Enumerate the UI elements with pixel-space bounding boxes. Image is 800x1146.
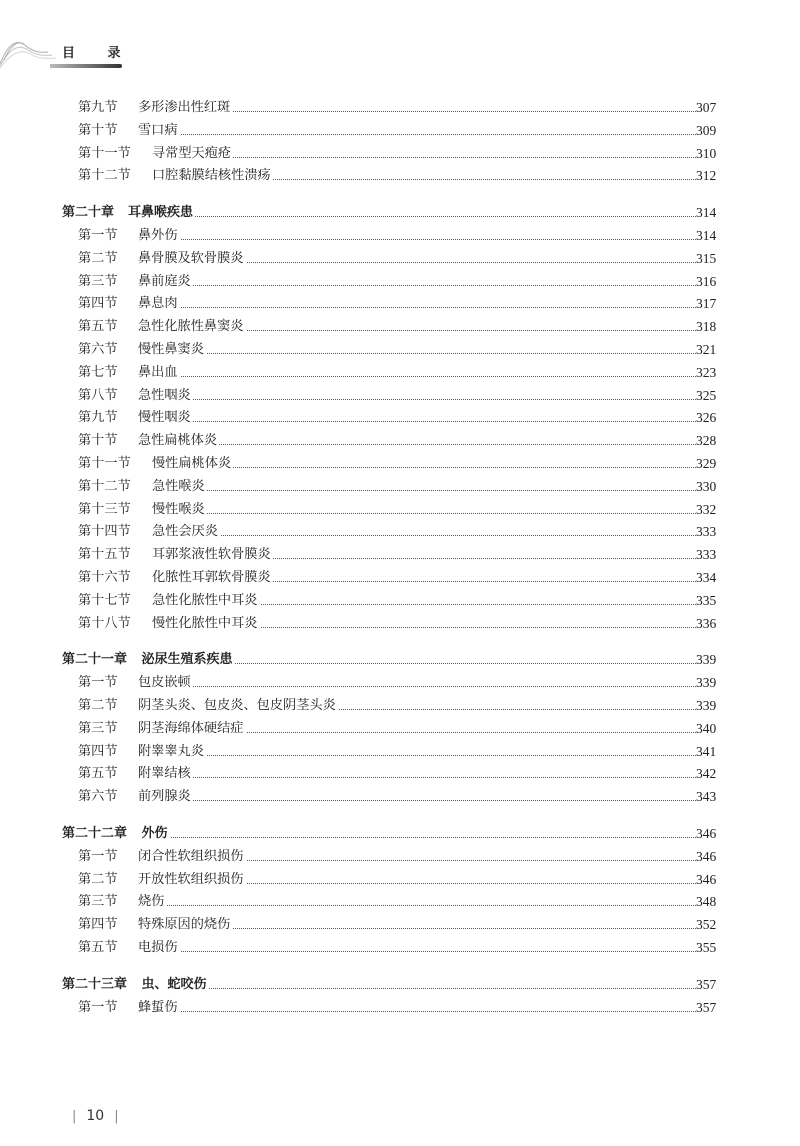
toc-section-entry[interactable] — [0, 386, 800, 406]
toc-entry-number: 第六节 — [78, 789, 118, 805]
page-number: 10 — [86, 1108, 105, 1124]
toc-leader-dots — [138, 1011, 696, 1012]
toc-entry-number: 第四节 — [78, 917, 118, 933]
toc-entry-title: 急性咽炎 — [138, 386, 193, 406]
toc-entry-page: 333 — [696, 547, 717, 563]
toc-section-entry[interactable] — [0, 591, 800, 611]
toc-entry-title: 口腔黏膜结核性溃疡 — [152, 166, 273, 186]
toc-entry-title: 泌尿生殖系疾患 — [142, 650, 235, 670]
toc-leader-dots — [152, 467, 696, 468]
toc-chapter-entry[interactable] — [0, 824, 800, 844]
toc-leader-dots — [152, 513, 696, 514]
toc-entry-title: 电损伤 — [138, 938, 180, 958]
toc-leader-dots — [128, 216, 696, 217]
toc-entry-number: 第十一节 — [78, 145, 131, 161]
toc-entry-title: 鼻出血 — [138, 363, 180, 383]
toc-entry-number: 第十五节 — [78, 547, 131, 563]
toc-section-entry[interactable] — [0, 144, 800, 164]
toc-entry-page: 339 — [696, 652, 717, 668]
toc-entry-title: 慢性喉炎 — [152, 500, 207, 520]
toc-leader-dots — [138, 239, 696, 240]
toc-entry-number: 第十三节 — [78, 501, 131, 517]
toc-entry-number: 第十二节 — [78, 478, 131, 494]
toc-leader-dots — [142, 837, 697, 838]
toc-entry-title: 特殊原因的烧伤 — [138, 915, 232, 935]
toc-leader-dots — [138, 134, 696, 135]
toc-entry-title: 鼻骨膜及软骨膜炎 — [138, 249, 246, 269]
toc-entry-number: 第二节 — [78, 698, 118, 713]
toc-section-entry[interactable] — [0, 938, 800, 958]
toc-section-entry[interactable] — [0, 742, 800, 762]
toc-entry-title: 鼻外伤 — [138, 226, 180, 246]
toc-entry-title: 阴茎头炎、包皮炎、包皮阴茎头炎 — [138, 696, 338, 716]
toc-entry-number: 第五节 — [78, 319, 118, 335]
page-footer — [62, 1108, 129, 1124]
page-title: 目 录 — [62, 46, 135, 61]
toc-entry-page: 343 — [696, 789, 717, 805]
toc-chapter-entry[interactable] — [0, 650, 800, 670]
toc-entry-number: 第十节 — [78, 122, 118, 138]
toc-entry-title: 耳鼻喉疾患 — [128, 203, 195, 223]
toc-entry-page: 336 — [696, 615, 717, 631]
toc-section-entry[interactable] — [0, 166, 800, 186]
toc-entry-number: 第二节 — [78, 871, 118, 887]
toc-section-entry[interactable] — [0, 870, 800, 890]
toc-leader-dots — [138, 353, 696, 354]
toc-entry-page: 323 — [696, 364, 717, 380]
toc-entry-number: 第十二节 — [78, 168, 131, 184]
toc-section-entry[interactable] — [0, 998, 800, 1018]
toc-entry-page: 316 — [696, 273, 717, 289]
toc-section-entry[interactable] — [0, 500, 800, 520]
toc-entry-title: 急性扁桃体炎 — [138, 431, 219, 451]
toc-entry-page: 342 — [696, 766, 717, 782]
toc-section-entry[interactable] — [0, 408, 800, 428]
toc-section-entry[interactable] — [0, 317, 800, 337]
toc-entry-number: 第七节 — [78, 364, 118, 380]
toc-entry-page: 328 — [696, 433, 717, 449]
toc-leader-dots — [138, 376, 696, 377]
toc-entry-page: 321 — [696, 342, 717, 357]
toc-section-entry[interactable] — [0, 787, 800, 807]
toc-leader-dots — [138, 686, 696, 687]
toc-section-entry[interactable] — [0, 272, 800, 292]
toc-entry-page: 340 — [696, 720, 717, 736]
toc-section-entry[interactable] — [0, 121, 800, 141]
toc-entry-page: 315 — [696, 250, 717, 266]
toc-entry-title: 多形渗出性红斑 — [138, 98, 232, 118]
toc-entry-title: 附睾睾丸炎 — [138, 742, 206, 762]
toc-entry-title: 化脓性耳郭软骨膜炎 — [152, 568, 273, 588]
toc-entry-page: 332 — [696, 501, 717, 517]
toc-leader-dots — [152, 490, 696, 491]
toc-entry-page: 318 — [696, 319, 717, 335]
toc-entry-number: 第十七节 — [78, 592, 131, 608]
toc-entry-title: 急性化脓性中耳炎 — [152, 591, 260, 611]
toc-entry-number: 第十节 — [78, 433, 118, 449]
toc-entry-number: 第一节 — [78, 848, 118, 864]
toc-entry-page: 330 — [696, 478, 717, 494]
toc-entry-number: 第五节 — [78, 940, 118, 955]
toc-entry-number: 第二十三章 — [62, 976, 128, 992]
toc-chapter-entry[interactable] — [0, 975, 800, 995]
toc-section-entry[interactable] — [0, 614, 800, 634]
toc-entry-title: 慢性鼻窦炎 — [138, 340, 206, 360]
toc-section-entry[interactable] — [0, 294, 800, 314]
footer-divider-right: | — [114, 1109, 119, 1124]
toc-entry-number: 第二十一章 — [62, 652, 128, 668]
toc-entry-number: 第四节 — [78, 743, 118, 759]
toc-section-entry[interactable] — [0, 98, 800, 118]
toc-section-entry[interactable] — [0, 696, 800, 716]
toc-section-entry[interactable] — [0, 915, 800, 935]
toc-section-entry[interactable] — [0, 719, 800, 739]
toc-entry-title: 鼻息肉 — [138, 294, 180, 314]
toc-entry-page: 357 — [696, 999, 717, 1015]
toc-entry-number: 第一节 — [78, 228, 118, 243]
toc-entry-page: 346 — [696, 848, 717, 864]
toc-entry-page: 339 — [696, 698, 717, 713]
toc-entry-title: 慢性化脓性中耳炎 — [152, 614, 260, 634]
toc-entry-title: 寻常型天疱疮 — [152, 144, 233, 164]
toc-section-entry[interactable] — [0, 764, 800, 784]
toc-section-entry[interactable] — [0, 568, 800, 588]
toc-entry-number: 第十四节 — [78, 524, 131, 540]
toc-entry-number: 第三节 — [78, 894, 118, 910]
toc-entry-page: 317 — [696, 296, 717, 312]
toc-entry-page: 314 — [696, 228, 717, 243]
toc-leader-dots — [138, 421, 696, 422]
toc-entry-number: 第三节 — [78, 273, 118, 289]
toc-entry-page: 346 — [696, 826, 717, 841]
toc-entry-number: 第九节 — [78, 410, 118, 426]
toc-entry-title: 闭合性软组织损伤 — [138, 847, 246, 867]
toc-section-entry[interactable] — [0, 226, 800, 246]
toc-section-entry[interactable] — [0, 431, 800, 451]
toc-entry-page: 334 — [696, 570, 717, 585]
toc-entry-page: 314 — [696, 205, 717, 221]
toc-entry-title: 雪口病 — [138, 121, 180, 141]
toc-entry-title: 耳郭浆液性软骨膜炎 — [152, 545, 273, 565]
toc-entry-title: 蜂蜇伤 — [138, 998, 180, 1018]
toc-entry-number: 第二十章 — [62, 205, 115, 221]
toc-entry-title: 急性喉炎 — [152, 477, 207, 497]
toc-entry-number: 第十六节 — [78, 570, 131, 585]
toc-entry-title: 包皮嵌顿 — [138, 673, 193, 693]
toc-entry-page: 329 — [696, 456, 717, 471]
toc-leader-dots — [138, 755, 696, 756]
toc-entry-page: 326 — [696, 410, 717, 426]
footer-divider-left: | — [72, 1109, 77, 1124]
toc-leader-dots — [138, 800, 696, 801]
toc-entry-page: 355 — [696, 940, 717, 955]
toc-entry-page: 307 — [696, 100, 717, 115]
toc-section-entry[interactable] — [0, 522, 800, 542]
toc-entry-number: 第八节 — [78, 387, 118, 403]
toc-entry-number: 第十八节 — [78, 615, 131, 631]
toc-leader-dots — [152, 157, 696, 158]
toc-leader-dots — [138, 399, 696, 400]
toc-entry-page: 357 — [696, 976, 717, 992]
toc-entry-title: 烧伤 — [138, 892, 166, 912]
toc-section-entry[interactable] — [0, 892, 800, 912]
toc-entry-page: 348 — [696, 894, 717, 910]
toc-entry-page: 341 — [696, 743, 717, 759]
toc-section-entry[interactable] — [0, 363, 800, 383]
toc-entry-title: 急性化脓性鼻窦炎 — [138, 317, 246, 337]
toc-entry-title: 鼻前庭炎 — [138, 272, 193, 292]
toc-leader-dots — [138, 444, 696, 445]
toc-entry-title: 阴茎海绵体硬结症 — [138, 719, 246, 739]
toc-entry-page: 312 — [696, 168, 717, 184]
toc-entry-number: 第十一节 — [78, 456, 131, 471]
toc-section-entry[interactable] — [0, 477, 800, 497]
toc-leader-dots — [138, 307, 696, 308]
toc-entry-title: 外伤 — [142, 824, 170, 844]
toc-section-entry[interactable] — [0, 454, 800, 474]
toc-entry-number: 第二节 — [78, 250, 118, 266]
toc-chapter-entry[interactable] — [0, 203, 800, 223]
toc-entry-page: 309 — [696, 122, 717, 138]
toc-entry-title: 慢性扁桃体炎 — [152, 454, 233, 474]
toc-section-entry[interactable] — [0, 673, 800, 693]
toc-leader-dots — [142, 988, 697, 989]
toc-entry-title: 开放性软组织损伤 — [138, 870, 246, 890]
header-underline — [50, 64, 122, 68]
toc-entry-title: 慢性咽炎 — [138, 408, 193, 428]
toc-section-entry[interactable] — [0, 545, 800, 565]
toc-entry-number: 第一节 — [78, 999, 118, 1015]
toc-entry-number: 第九节 — [78, 100, 118, 115]
toc-section-entry[interactable] — [0, 340, 800, 360]
toc-section-entry[interactable] — [0, 847, 800, 867]
toc-entry-number: 第二十二章 — [62, 826, 128, 841]
toc-entry-page: 335 — [696, 592, 717, 608]
toc-entry-title: 前列腺炎 — [138, 787, 193, 807]
toc-leader-dots — [152, 535, 696, 536]
toc-entry-title: 急性会厌炎 — [152, 522, 220, 542]
toc-entry-title: 附睾结核 — [138, 764, 193, 784]
toc-entry-page: 325 — [696, 387, 717, 403]
toc-entry-number: 第四节 — [78, 296, 118, 312]
toc-leader-dots — [138, 777, 696, 778]
toc-leader-dots — [138, 285, 696, 286]
toc-entry-page: 346 — [696, 871, 717, 887]
toc-entry-number: 第三节 — [78, 720, 118, 736]
toc-entry-title: 虫、蛇咬伤 — [142, 975, 209, 995]
toc-leader-dots — [138, 905, 696, 906]
toc-entry-number: 第一节 — [78, 675, 118, 691]
toc-leader-dots — [138, 951, 696, 952]
toc-section-entry[interactable] — [0, 249, 800, 269]
toc-entry-page: 310 — [696, 145, 717, 161]
toc-entry-page: 352 — [696, 917, 717, 933]
toc-entry-number: 第六节 — [78, 342, 118, 357]
toc-entry-page: 333 — [696, 524, 717, 540]
toc-entry-number: 第五节 — [78, 766, 118, 782]
toc-entry-page: 339 — [696, 675, 717, 691]
